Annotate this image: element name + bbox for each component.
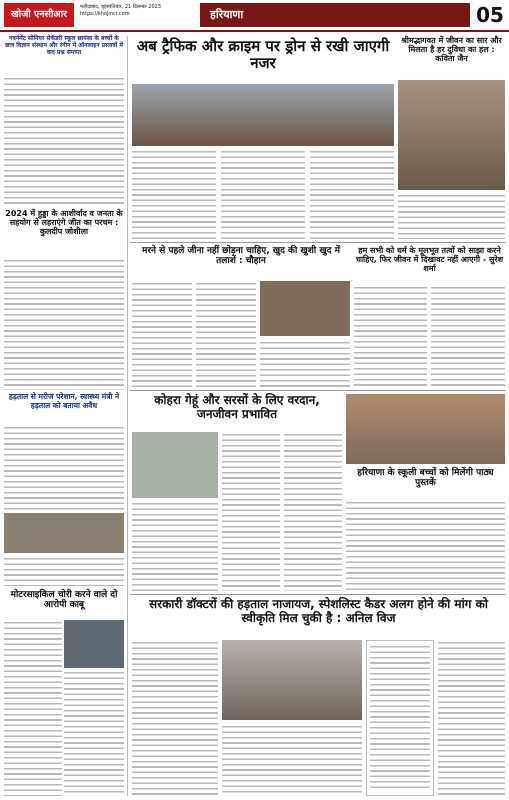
article-body bbox=[370, 644, 430, 792]
article-body bbox=[64, 670, 124, 796]
headline-mid-center: मरने से पहले जीना नहीं छोड़ना चाहिए, खुद की खुशी खुद में तलाशें : चौहान bbox=[141, 246, 341, 267]
news-photo bbox=[260, 281, 350, 336]
headline-center-low: कोहरा गेहूं और सरसों के लिए वरदान, जनजीवन प्रभावित bbox=[154, 393, 320, 421]
page-number: 05 bbox=[476, 3, 504, 27]
news-photo bbox=[4, 513, 124, 553]
headline-mid-right: हम सभी को धर्म के मूलभूत तत्वों को साझा करने चाहिए, फिर जीवन में दिखावट नहीं आएगी - सुरेश शर्मा bbox=[355, 246, 504, 274]
headline-bottom: सरकारी डॉक्टरों की हड़ताल नाजायज, स्पेशलिस्ट कैडर अलग होने की मांग को स्वीकृति मिल चुकी है : अनिल विज bbox=[149, 597, 488, 625]
headline-left-bottom: मोटरसाइकिल चोरी करने वाले दो आरोपी काबू bbox=[10, 590, 118, 611]
headline-right-low: हरियाणा के स्कूली बच्चों को मिलेंगी पाठ्य पुस्तकें bbox=[357, 468, 494, 489]
article-body bbox=[4, 258, 124, 390]
article-body bbox=[431, 285, 505, 387]
article-body bbox=[346, 500, 505, 591]
masthead bbox=[0, 0, 509, 32]
newspaper-logo: खोजी एनसीआर bbox=[4, 3, 74, 27]
article-body bbox=[4, 620, 62, 796]
headline-left-low: हड़ताल से मरीज परेशान, स्वास्थ्य मंत्री ने हड़ताल को बताया अवैध bbox=[8, 392, 120, 410]
article-body bbox=[4, 76, 124, 206]
article-body bbox=[132, 281, 192, 387]
column-divider bbox=[127, 36, 128, 796]
news-photo bbox=[398, 80, 505, 190]
article-body bbox=[4, 556, 124, 586]
article-body bbox=[132, 501, 218, 591]
article-body bbox=[132, 640, 218, 796]
article-body bbox=[260, 340, 350, 387]
headline-left-top: गवर्नमेंट सीनियर सेकेंडरी स्कूल छायंसा के बच्चों के छात्र विज्ञान संस्थान और रंगीन में ऑनलाइन प्रस्तावों में वाद प्रश्न समाप्त bbox=[5, 35, 123, 56]
article-body bbox=[222, 432, 280, 591]
section-divider bbox=[130, 390, 506, 391]
article-body bbox=[398, 193, 505, 239]
section-divider bbox=[130, 242, 506, 243]
article-body bbox=[221, 149, 305, 239]
news-photo bbox=[132, 84, 394, 146]
article-body bbox=[222, 724, 362, 796]
article-body bbox=[132, 149, 216, 239]
news-photo bbox=[222, 640, 362, 720]
news-photo bbox=[346, 394, 505, 464]
news-photo bbox=[64, 620, 124, 668]
main-headline: अब ट्रैफिक और क्राइम पर ड्रोन से रखी जाएगी नजर bbox=[136, 37, 390, 73]
article-body bbox=[354, 285, 427, 387]
article-body bbox=[284, 432, 342, 591]
headline-right-top: श्रीमद्भागवत में जीवन का सार और मिलता है हर दुविधा का हल : कविता जैन bbox=[401, 36, 502, 64]
edition-meta: फरीदाबाद, बृहस्पतिवार, 21 दिसम्बर 2023 https://khojincr.com bbox=[80, 4, 161, 17]
news-photo bbox=[132, 432, 218, 498]
section-divider bbox=[130, 594, 506, 595]
article-body bbox=[438, 640, 505, 796]
article-body bbox=[196, 281, 256, 387]
article-body bbox=[4, 425, 124, 510]
article-body bbox=[310, 149, 394, 239]
section-title: हरियाणा bbox=[200, 3, 470, 27]
headline-left-mid: 2024 में हुड्डा के आशीर्वाद व जनता के सहयोग से लहराएंगे जीत का परचम : कुलदीप जोशीला bbox=[5, 209, 123, 237]
highlight-box bbox=[366, 640, 434, 796]
